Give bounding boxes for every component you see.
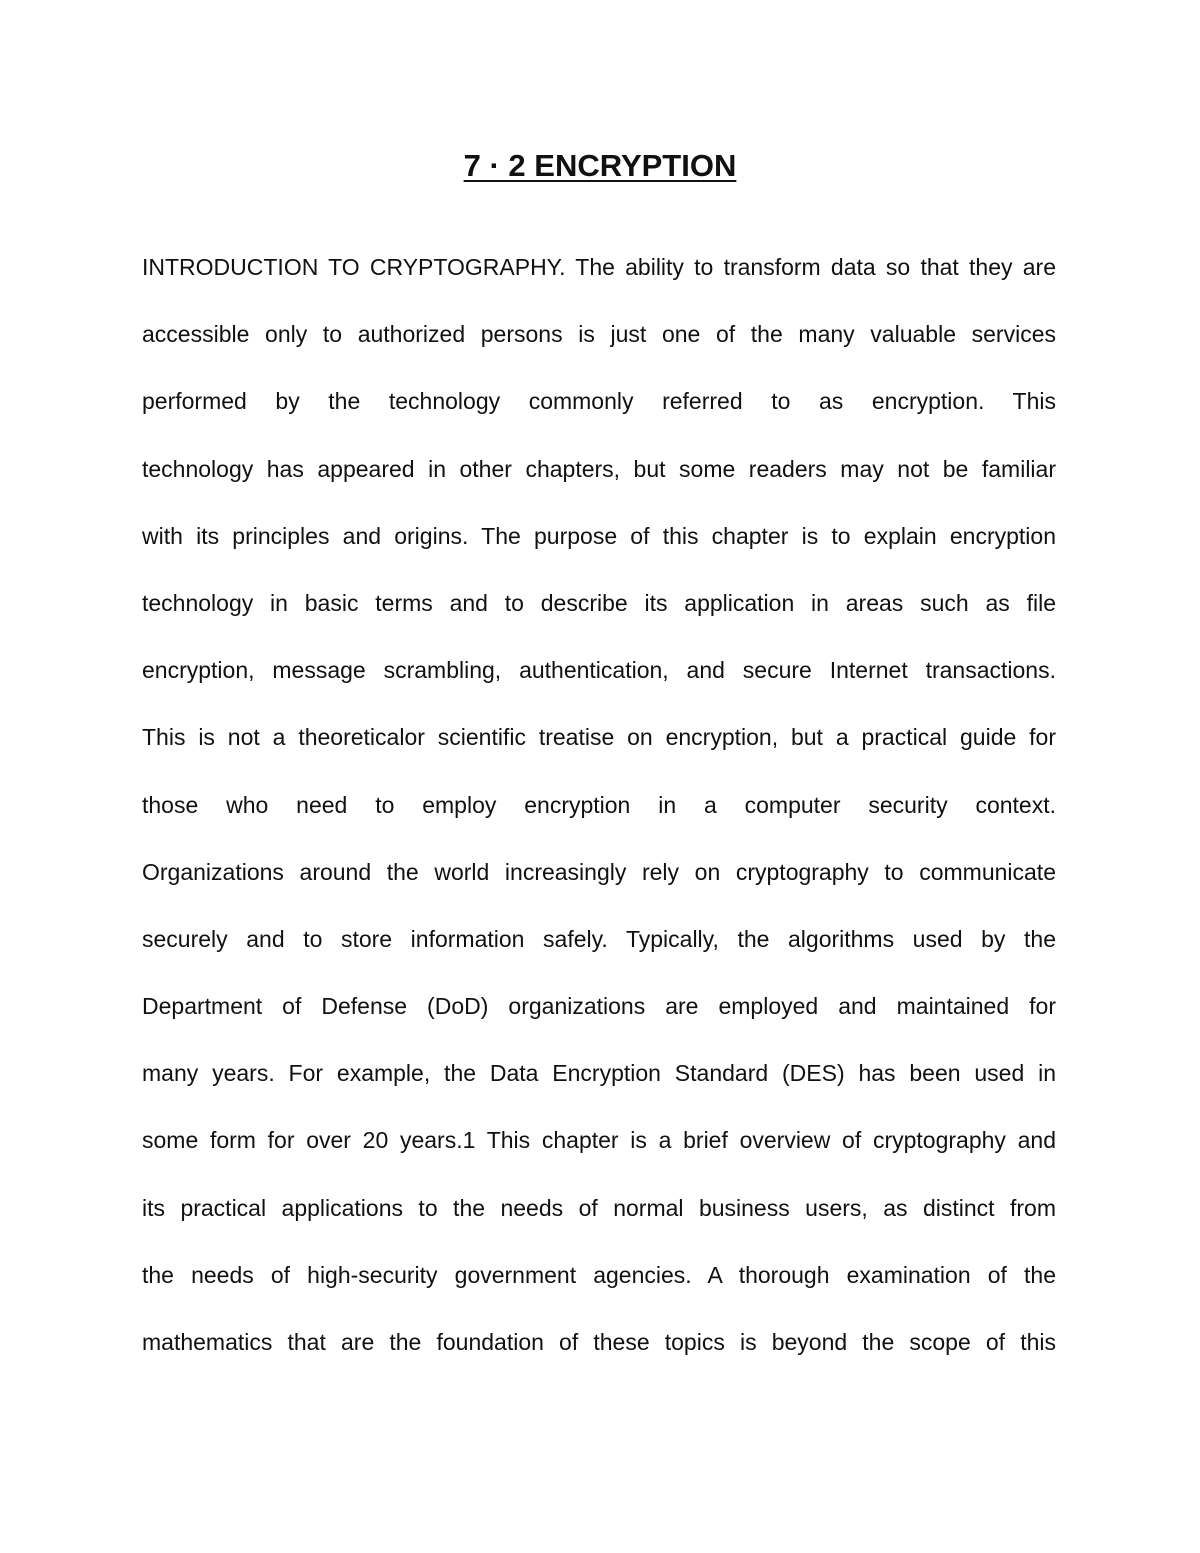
text-line: performed by the technology commonly referred to as encryption. This: [142, 388, 1056, 415]
text-line: many years. For example, the Data Encryption Standard (DES) has been used in: [142, 1060, 1056, 1087]
text-line: the needs of high-security government agencies. A thorough examination of the: [142, 1261, 1056, 1288]
text-line: with its principles and origins. The purpose of this chapter is to explain encryption: [142, 522, 1056, 549]
text-line: its practical applications to the needs of normal business users, as distinct from: [142, 1194, 1056, 1221]
text-line: some form for over 20 years.1 This chapter is a brief overview of cryptography and: [142, 1127, 1056, 1154]
text-line: accessible only to authorized persons is just one of the many valuable services: [142, 321, 1056, 348]
page-title: 7 · 2 ENCRYPTION: [463, 148, 737, 183]
text-line: This is not a theoreticalor scientific treatise on encryption, but a practical guide for: [142, 724, 1056, 751]
text-line: INTRODUCTION TO CRYPTOGRAPHY. The ability to transform data so that they are: [142, 254, 1056, 280]
text-line: Department of Defense (DoD) organizations are employed and maintained for: [142, 993, 1056, 1020]
text-line: technology has appeared in other chapters, but some readers may not be familiar: [142, 455, 1056, 482]
text-line: those who need to employ encryption in a computer security context.: [142, 791, 1056, 818]
text-line: encryption, message scrambling, authentication, and secure Internet transactions.: [142, 657, 1056, 684]
body-paragraph: [142, 234, 1056, 1376]
text-line: mathematics that are the foundation of these topics is beyond the scope of this: [142, 1329, 1056, 1355]
text-line: securely and to store information safely. Typically, the algorithms used by the: [142, 925, 1056, 952]
text-line: Organizations around the world increasingly rely on cryptography to communicate: [142, 858, 1056, 885]
text-line: technology in basic terms and to describe its application in areas such as file: [142, 589, 1056, 616]
